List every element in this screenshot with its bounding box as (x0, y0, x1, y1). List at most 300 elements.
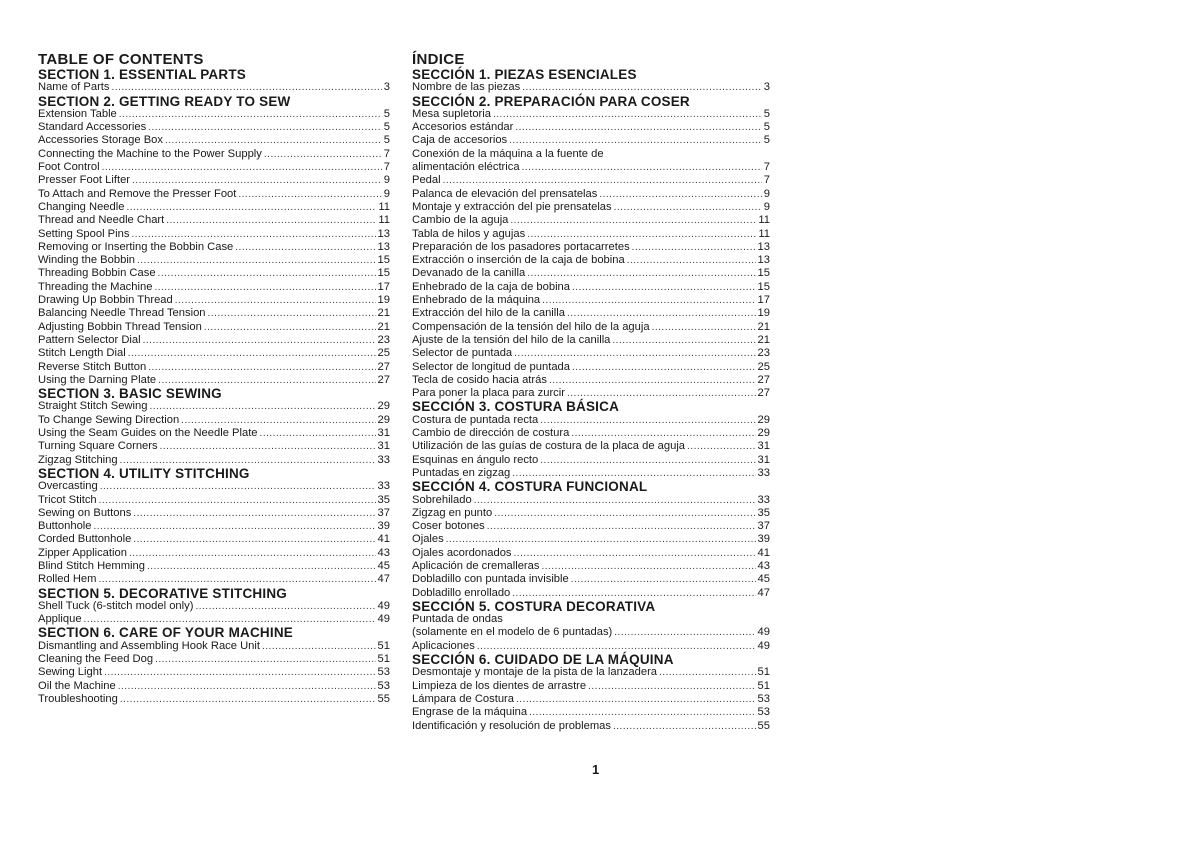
dot-leader (588, 680, 755, 693)
dot-leader (514, 547, 756, 560)
toc-entry (412, 267, 770, 280)
dot-leader (540, 414, 755, 427)
dot-leader (154, 281, 375, 294)
entry-title: Extracción o inserción de la caja de bobina (412, 254, 625, 267)
section-heading: SECCIÓN 2. PREPARACIÓN PARA COSER (412, 93, 690, 109)
entry-title: Standard Accessories (38, 121, 147, 134)
entry-title: Extension Table (38, 107, 117, 120)
dot-leader (133, 507, 375, 520)
entry-page-number: 19 (757, 307, 770, 320)
entry-page-number: 37 (377, 506, 390, 519)
entry-title: Cambio de la aguja (412, 214, 509, 227)
entry-page-number: 17 (377, 280, 390, 293)
entry-title: Palanca de elevación del prensatelas (412, 187, 598, 200)
toc-entry (38, 427, 390, 440)
dot-leader (474, 494, 756, 507)
entry-page-number: 7 (383, 147, 390, 160)
entry-page-number: 49 (377, 599, 390, 612)
entry-title-line: Conexión de la máquina a la fuente de (412, 147, 604, 160)
toc-section (38, 587, 390, 627)
toc-entry (412, 454, 770, 467)
entry-page-number: 51 (377, 639, 390, 652)
entry-page-number: 33 (377, 480, 390, 493)
section-heading: SECTION 2. GETTING READY TO SEW (38, 93, 291, 109)
dot-leader (527, 228, 756, 241)
toc-section (412, 600, 770, 653)
toc-entry (412, 640, 770, 653)
toc-entry (38, 494, 390, 507)
entry-page-number: 15 (377, 254, 390, 267)
toc-entry (412, 494, 770, 507)
dot-leader (148, 361, 375, 374)
dot-leader (133, 533, 375, 546)
toc-entry (412, 161, 770, 174)
dot-leader (659, 666, 756, 679)
toc-entry (412, 134, 770, 147)
toc-entry (38, 161, 390, 174)
entry-title: Caja de accesorios (412, 134, 508, 147)
toc-entry (38, 400, 390, 413)
dot-leader (175, 294, 376, 307)
toc-entry (412, 281, 770, 294)
entry-title: Identificación y resolución de problemas (412, 719, 611, 732)
entry-title: Dobladillo enrollado (412, 586, 511, 599)
entry-page-number: 5 (763, 134, 770, 147)
entry-title: Pattern Selector Dial (38, 333, 141, 346)
toc-entry (38, 600, 390, 613)
toc-entry (412, 334, 770, 347)
entry-title: Para poner la placa para zurcir (412, 387, 565, 400)
entry-page-number: 45 (757, 573, 770, 586)
dot-leader (541, 560, 755, 573)
section-heading: SECCIÓN 1. PIEZAS ESENCIALES (412, 67, 637, 82)
entry-title: Esquinas en ángulo recto (412, 453, 539, 466)
entry-title: Aplicación de cremalleras (412, 559, 540, 572)
section-heading: SECTION 4. UTILITY STITCHING (38, 465, 250, 481)
entry-page-number: 21 (377, 320, 390, 333)
toc-section (412, 400, 770, 480)
entry-title: alimentación eléctrica (412, 161, 520, 174)
entry-page-number: 27 (757, 387, 770, 400)
entry-page-number: 33 (757, 493, 770, 506)
dot-leader (262, 640, 376, 653)
toc-entry (38, 81, 390, 94)
entry-title: Threading Bobbin Case (38, 267, 156, 280)
entry-title: Enhebrado de la caja de bobina (412, 280, 570, 293)
entry-page-number: 15 (757, 267, 770, 280)
entry-page-number: 35 (757, 506, 770, 519)
entry-title: (solamente en el modelo de 6 puntadas) (412, 626, 613, 639)
dot-leader (158, 374, 375, 387)
dot-leader (98, 573, 375, 586)
toc-entry (38, 214, 390, 227)
entry-title: Nombre de las piezas (412, 81, 521, 94)
toc-entry (412, 121, 770, 134)
entry-title: To Attach and Remove the Presser Foot (38, 187, 237, 200)
entry-title: Thread and Needle Chart (38, 214, 165, 227)
entry-page-number: 21 (757, 320, 770, 333)
dot-leader (104, 666, 375, 679)
dot-leader (118, 680, 376, 693)
dot-leader (235, 241, 375, 254)
dot-leader (509, 134, 762, 147)
entry-title: Using the Seam Guides on the Needle Plate (38, 427, 258, 440)
toc-entry (412, 533, 770, 546)
dot-leader (494, 507, 755, 520)
entry-title: Extracción del hilo de la canilla (412, 307, 565, 320)
entry-title: Limpieza de los dientes de arrastre (412, 679, 587, 692)
dot-leader (120, 693, 376, 706)
toc-entry (412, 560, 770, 573)
entry-title: Cambio de dirección de costura (412, 427, 570, 440)
dot-leader (160, 440, 376, 453)
entry-page-number: 39 (377, 520, 390, 533)
entry-title: Name of Parts (38, 81, 110, 94)
dot-leader (571, 573, 756, 586)
toc-entry (38, 254, 390, 267)
entry-page-number: 35 (377, 493, 390, 506)
dot-leader (549, 374, 756, 387)
section-heading: SECCIÓN 6. CUIDADO DE LA MÁQUINA (412, 652, 674, 668)
entry-page-number: 37 (757, 520, 770, 533)
dot-leader (158, 267, 376, 280)
entry-page-number: 39 (757, 533, 770, 546)
toc-entry (38, 414, 390, 427)
section-heading: SECTION 3. BASIC SEWING (38, 386, 222, 402)
toc-entry (38, 480, 390, 493)
spanish-sections (412, 68, 770, 733)
entry-title: Montaje y extracción del pie prensatelas (412, 200, 612, 213)
entry-title: Costura de puntada recta (412, 413, 539, 426)
dot-leader (99, 494, 376, 507)
dot-leader (132, 174, 382, 187)
dot-leader (208, 307, 376, 320)
toc-entry (412, 706, 770, 719)
dot-leader (204, 321, 376, 334)
entry-title: Winding the Bobbin (38, 254, 136, 267)
entry-page-number: 31 (757, 453, 770, 466)
entry-title: Aplicaciones (412, 639, 475, 652)
entry-page-number: 43 (757, 559, 770, 572)
dot-leader (100, 480, 376, 493)
entry-title: Dismantling and Assembling Hook Race Unit (38, 639, 260, 652)
dot-leader (687, 440, 756, 453)
toc-entry (412, 680, 770, 693)
entry-page-number: 29 (377, 400, 390, 413)
entry-title: Sewing Light (38, 666, 103, 679)
toc-entry (38, 347, 390, 360)
toc-section (38, 387, 390, 467)
entry-page-number: 3 (383, 81, 390, 94)
entry-page-number: 23 (757, 347, 770, 360)
entry-title: Accessories Storage Box (38, 134, 163, 147)
toc-entry (412, 228, 770, 241)
dot-leader (149, 400, 375, 413)
entry-page-number: 15 (757, 280, 770, 293)
entry-title: Shell Tuck (6-stitch model only) (38, 599, 194, 612)
entry-page-number: 47 (377, 573, 390, 586)
entry-page-number: 29 (757, 427, 770, 440)
entry-page-number: 49 (757, 639, 770, 652)
dot-leader (527, 267, 755, 280)
dot-leader (131, 228, 375, 241)
dot-leader (515, 121, 761, 134)
entry-page-number: 7 (763, 174, 770, 187)
entry-title: Rolled Hem (38, 573, 97, 586)
entry-title: Ajuste de la tensión del hilo de la canilla (412, 333, 611, 346)
dot-leader (510, 214, 756, 227)
toc-entry (412, 321, 770, 334)
dot-leader (487, 520, 756, 533)
entry-title: Setting Spool Pins (38, 227, 130, 240)
entry-title: Dobladillo con puntada invisible (412, 573, 569, 586)
dot-leader (612, 334, 755, 347)
toc-entry (38, 148, 390, 161)
entry-page-number: 27 (377, 360, 390, 373)
toc-entry (412, 720, 770, 733)
toc-entry (412, 414, 770, 427)
dot-leader (632, 241, 756, 254)
entry-title: Tricot Stitch (38, 493, 97, 506)
entry-title: Zigzag en punto (412, 506, 493, 519)
toc-entry (38, 174, 390, 187)
dot-leader (540, 454, 755, 467)
toc-entry (38, 440, 390, 453)
toc-entry (412, 374, 770, 387)
toc-entry (38, 560, 390, 573)
entry-page-number: 5 (383, 121, 390, 134)
entry-page-number: 53 (377, 679, 390, 692)
entry-page-number: 31 (377, 427, 390, 440)
dot-leader (260, 427, 376, 440)
toc-entry (38, 188, 390, 201)
entry-page-number: 19 (377, 294, 390, 307)
toc-entry (412, 507, 770, 520)
toc-entry (412, 188, 770, 201)
dot-leader (567, 387, 756, 400)
toc-entry (412, 387, 770, 400)
dot-leader (94, 520, 376, 533)
entry-page-number: 43 (377, 546, 390, 559)
entry-page-number: 3 (763, 81, 770, 94)
dot-leader (614, 201, 762, 214)
entry-title: Sewing on Buttons (38, 506, 132, 519)
toc-entry (38, 307, 390, 320)
entry-page-number: 47 (757, 586, 770, 599)
entry-page-number: 27 (377, 373, 390, 386)
entry-page-number: 5 (763, 121, 770, 134)
dot-leader (522, 161, 762, 174)
entry-page-number: 11 (758, 227, 770, 240)
entry-title: Puntadas en zigzag (412, 466, 511, 479)
dot-leader (571, 427, 755, 440)
entry-page-number: 53 (377, 666, 390, 679)
entry-page-number: 13 (757, 254, 770, 267)
toc-entry (412, 201, 770, 214)
entry-title: Engrase de la máquina (412, 706, 528, 719)
dot-leader (112, 81, 382, 94)
entry-title: Accesorios estándar (412, 121, 514, 134)
dot-leader (446, 533, 756, 546)
entry-page-number: 51 (377, 653, 390, 666)
entry-page-number: 49 (757, 626, 770, 639)
entry-title: Sobrehilado (412, 493, 472, 506)
toc-section (38, 467, 390, 587)
entry-title: Coser botones (412, 520, 485, 533)
toc-entry (38, 653, 390, 666)
entry-page-number: 7 (763, 161, 770, 174)
entry-title: Foot Control (38, 161, 100, 174)
entry-title: Enhebrado de la máquina (412, 294, 541, 307)
toc-section (38, 626, 390, 706)
entry-title: Utilización de las guías de costura de la placa de aguja (412, 440, 686, 453)
entry-page-number: 33 (757, 466, 770, 479)
dot-leader (148, 121, 382, 134)
entry-page-number: 21 (757, 333, 770, 346)
entry-title: Threading the Machine (38, 280, 153, 293)
toc-entry (38, 547, 390, 560)
entry-title: Selector de puntada (412, 347, 513, 360)
entry-page-number: 13 (757, 240, 770, 253)
toc-entry (412, 361, 770, 374)
dot-leader (143, 334, 376, 347)
dot-leader (147, 560, 376, 573)
entry-page-number: 49 (377, 613, 390, 626)
dot-leader (567, 307, 756, 320)
dot-leader (137, 254, 376, 267)
entry-title: Drawing Up Bobbin Thread (38, 294, 173, 307)
dot-leader (572, 281, 756, 294)
entry-title: Adjusting Bobbin Thread Tension (38, 320, 202, 333)
entry-page-number: 13 (377, 227, 390, 240)
entry-title: Stitch Length Dial (38, 347, 126, 360)
toc-entry (412, 108, 770, 121)
toc-entry (38, 321, 390, 334)
entry-title: To Change Sewing Direction (38, 413, 180, 426)
entry-title: Desmontaje y montaje de la pista de la lanzadera (412, 666, 658, 679)
entry-title: Devanado de la canilla (412, 267, 526, 280)
dot-leader (128, 347, 376, 360)
entry-page-number: 23 (377, 333, 390, 346)
entry-title: Oil the Machine (38, 679, 116, 692)
entry-page-number: 21 (377, 307, 390, 320)
entry-page-number: 5 (383, 134, 390, 147)
entry-page-number: 7 (383, 161, 390, 174)
english-toc-column (38, 52, 390, 706)
toc-entry (412, 307, 770, 320)
entry-page-number: 53 (757, 706, 770, 719)
entry-page-number: 11 (378, 200, 390, 213)
toc-entry (38, 640, 390, 653)
toc-section (38, 95, 390, 388)
entry-title: Blind Stitch Hemming (38, 559, 145, 572)
entry-page-number: 31 (377, 440, 390, 453)
entry-page-number: 5 (383, 107, 390, 120)
dot-leader (165, 134, 382, 147)
entry-page-number: 9 (763, 187, 770, 200)
entry-title-line: Puntada de ondas (412, 613, 503, 626)
toc-entry (412, 626, 770, 639)
toc-title: TABLE OF CONTENTS (38, 51, 204, 68)
toc-entry (38, 520, 390, 533)
toc-entry (38, 334, 390, 347)
toc-entry (38, 507, 390, 520)
entry-page-number: 11 (378, 214, 390, 227)
dot-leader (84, 613, 376, 626)
entry-page-number: 9 (383, 187, 390, 200)
toc-entry (38, 134, 390, 147)
dot-leader (522, 81, 762, 94)
entry-title: Compensación de la tensión del hilo de la aguja (412, 320, 650, 333)
entry-page-number: 5 (763, 107, 770, 120)
toc-entry (38, 267, 390, 280)
toc-section (412, 68, 770, 95)
dot-leader (126, 201, 376, 214)
toc-entry (38, 666, 390, 679)
toc-entry (38, 108, 390, 121)
dot-leader (652, 321, 756, 334)
entry-title: Tecla de cosido hacia atrás (412, 373, 547, 386)
entry-title: Ojales acordonados (412, 546, 512, 559)
section-heading: SECTION 5. DECORATIVE STITCHING (38, 585, 287, 601)
english-sections (38, 68, 390, 706)
section-heading: SECTION 6. CARE OF YOUR MACHINE (38, 625, 293, 641)
entry-page-number: 11 (758, 214, 770, 227)
entry-page-number: 53 (757, 692, 770, 705)
section-heading: SECCIÓN 4. COSTURA FUNCIONAL (412, 479, 648, 495)
dot-leader (264, 148, 382, 161)
entry-page-number: 51 (757, 679, 770, 692)
toc-entry (38, 693, 390, 706)
entry-page-number: 9 (383, 174, 390, 187)
toc-entry (412, 587, 770, 600)
entry-page-number: 13 (377, 240, 390, 253)
entry-page-number: 31 (757, 440, 770, 453)
dot-leader (102, 161, 382, 174)
dot-leader (599, 188, 761, 201)
entry-title: Ojales (412, 533, 444, 546)
entry-title: Mesa supletoria (412, 107, 491, 120)
entry-title: Tabla de hilos y agujas (412, 227, 526, 240)
toc-entry (38, 454, 390, 467)
entry-title: Buttonhole (38, 520, 92, 533)
toc-section (412, 480, 770, 600)
entry-title: Connecting the Machine to the Power Supply (38, 147, 262, 160)
dot-leader (627, 254, 756, 267)
dot-leader (529, 706, 755, 719)
toc-entry (412, 294, 770, 307)
entry-page-number: 25 (757, 360, 770, 373)
dot-leader (512, 587, 755, 600)
toc-entry (412, 467, 770, 480)
entry-title: Presser Foot Lifter (38, 174, 131, 187)
toc-entry (412, 573, 770, 586)
toc-entry (412, 241, 770, 254)
dot-leader (542, 294, 755, 307)
entry-title: Removing or Inserting the Bobbin Case (38, 240, 234, 253)
toc-entry (38, 121, 390, 134)
section-heading: SECCIÓN 5. COSTURA DECORATIVA (412, 598, 656, 614)
toc-entry (412, 214, 770, 227)
entry-page-number: 25 (377, 347, 390, 360)
toc-entry (38, 241, 390, 254)
entry-title: Preparación de los pasadores portacarretes (412, 240, 630, 253)
entry-page-number: 41 (377, 533, 390, 546)
entry-title: Cleaning the Feed Dog (38, 653, 154, 666)
entry-title: Changing Needle (38, 200, 125, 213)
dot-leader (572, 361, 756, 374)
dot-leader (614, 626, 755, 639)
